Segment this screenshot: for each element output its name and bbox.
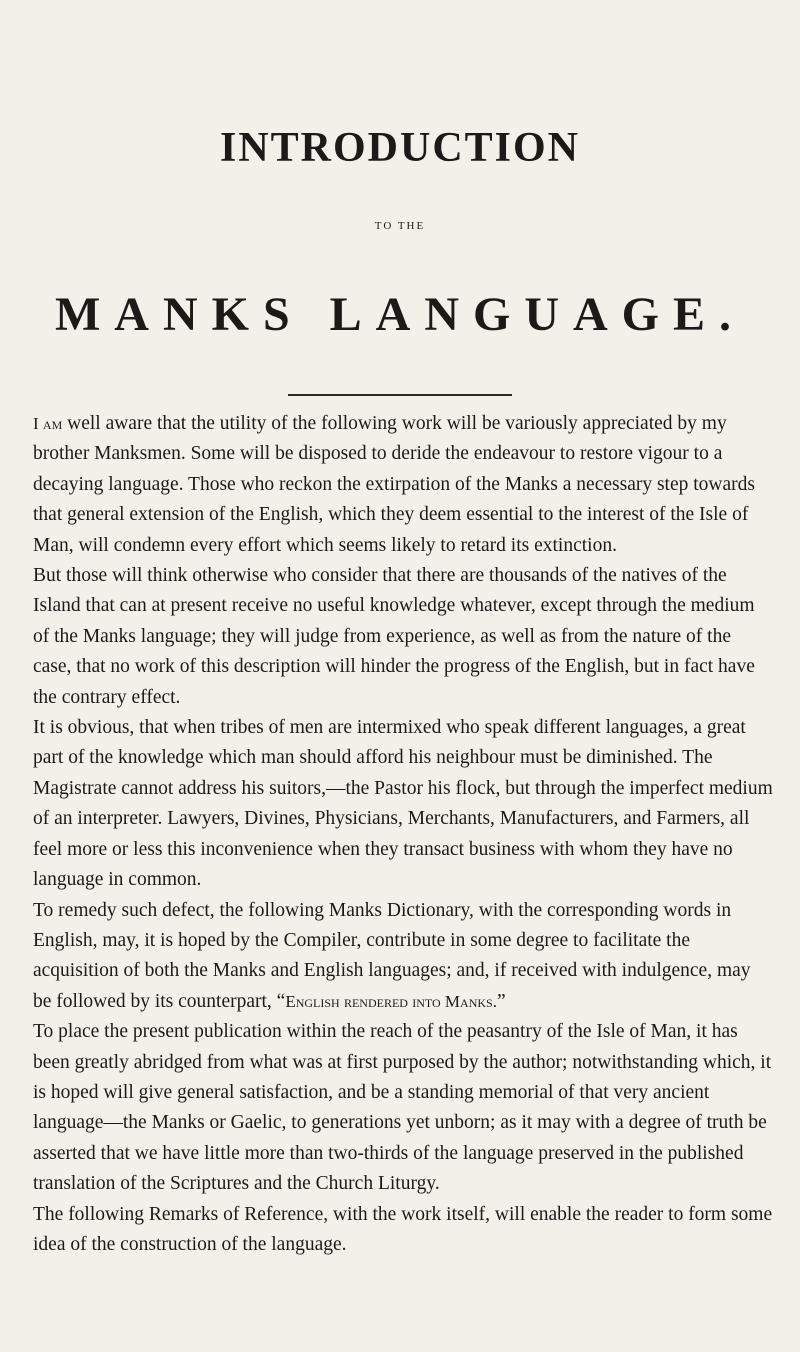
closing-quote: ”: [496, 990, 506, 1012]
divider-rule: [288, 394, 512, 396]
page-title: INTRODUCTION: [219, 125, 581, 171]
paragraph-4: [33, 896, 773, 1018]
paragraph-text: well aware that the utility of the following work will be variously appreciated by my brother Manksmen. Some will be disposed to deride the endeavour to restore vigour to a decaying language. Those who reckon the extirpation of the Manks a necessary step towards that general extension of the English, which they deem essential to the interest of the Isle of Man, will condemn every effort which seems likely to retard its extinction.: [33, 413, 755, 556]
paragraph-5: To place the present publication within the reach of the peasantry of the Isle of Man, it has been greatly abridged from what was at first purposed by the author; notwithstanding which, it is hoped will give general satisfaction, and be a standing memorial of that very ancient language—the Manks or Gaelic, to generations yet unborn; as it may with a degree of truth be asserted that we have little more than two-thirds of the language preserved in the published translation of the Scriptures and the Church Liturgy.: [33, 1021, 772, 1195]
paragraph-1: [33, 409, 773, 561]
paragraph-6: The following Remarks of Reference, with the work itself, will enable the reader to form some idea of the construction of the language.: [33, 1203, 773, 1255]
paragraph-3: It is obvious, that when tribes of men are intermixed who speak different languages, a great part of the knowledge which man should afford his neighbour must be diminished. The Magistrate cannot address his suitors,—the Pastor his flock, but through the imperfect medium of an interpreter. Lawyers, Divines, Physicians, Merchants, Manufacturers, and Farmers, all feel more or less this inconvenience when they transact business with whom they have no language in common.: [33, 717, 773, 891]
paragraph-2: But those will think otherwise who consider that there are thousands of the natives of the Island that can at present receive no useful knowledge whatever, except through the medium of the Manks language; they will judge from experience, as well as from the nature of the case, that no work of this description will hinder the progress of the English, but in fact have the contrary effect.: [33, 565, 755, 708]
paragraph-lead: I am: [33, 414, 63, 433]
paragraph-text: To remedy such defect, the following Manks Dictionary, with the corresponding words in English, may, it is hoped by the Compiler, contribute in some degree to facilitate the acquisition of both the Manks and English languages; and, if received with indulgence, may be followed by its counterpart, “: [33, 899, 751, 1012]
section-heading: MANKS LANGUAGE.: [54, 288, 746, 341]
page-subtitle: TO THE: [374, 220, 426, 232]
book-title-smallcaps: English rendered into Manks.: [285, 991, 497, 1011]
body-text: [33, 409, 773, 1260]
